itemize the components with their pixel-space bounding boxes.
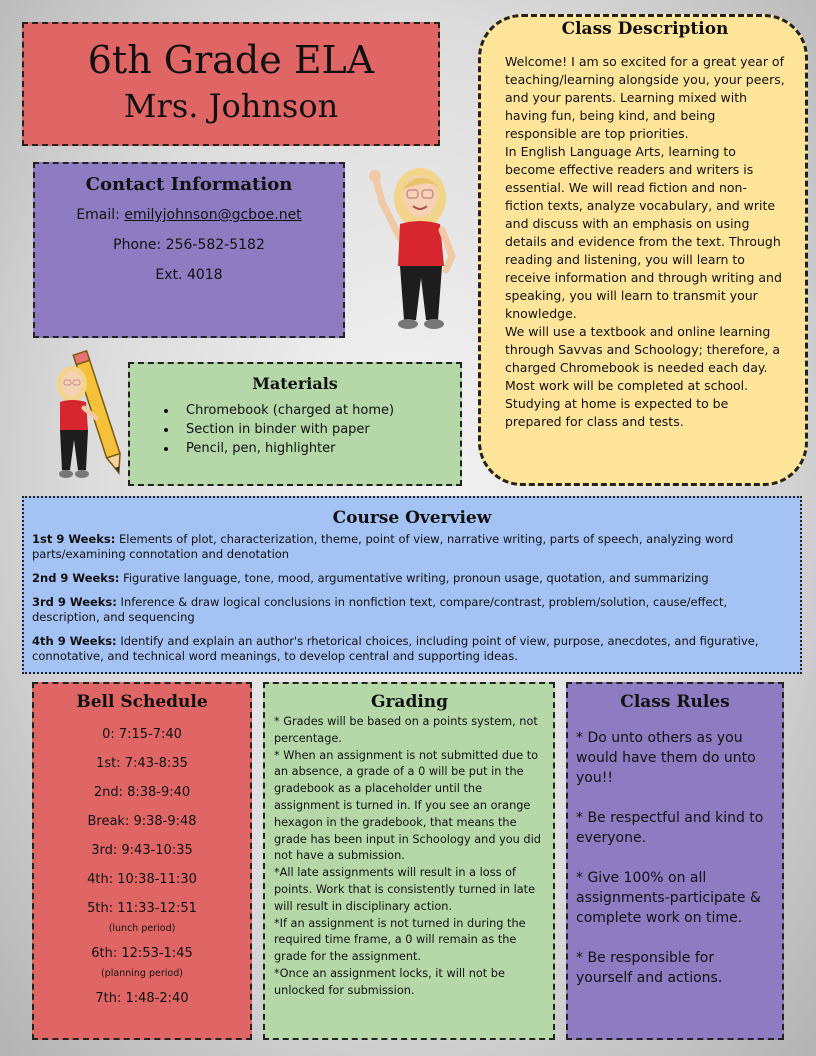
rule-item: * Be responsible for yourself and actions. (576, 950, 723, 986)
materials-box (128, 362, 462, 486)
phone-row: Phone: 256-582-5182 (113, 237, 265, 253)
row-text: Identify and explain an author's rhetorical choices, including point of view, purpose, anecdotes, and figurative, connotative, and technical word meanings, to develop central and supporting ideas. (32, 634, 759, 663)
email-label: Email: (76, 207, 120, 223)
overview-row-3 (32, 595, 792, 625)
row-label: 3rd 9 Weeks: (32, 595, 117, 609)
row-label: 1st 9 Weeks: (32, 532, 116, 546)
bell-slot: 4th: 10:38-11:30 (87, 872, 197, 887)
list-item: • Pencil, pen, highlighter (178, 439, 460, 458)
row-label: 2nd 9 Weeks: (32, 571, 120, 585)
title-box (22, 22, 440, 146)
class-rules-heading: Class Rules (620, 692, 730, 712)
teacher-with-pencil-illustration (50, 348, 130, 482)
bell-slot: 2nd: 8:38-9:40 (93, 785, 191, 800)
teacher-waving-illustration (362, 160, 472, 340)
course-overview-box (22, 496, 802, 674)
overview-row-4 (32, 634, 792, 664)
course-overview-heading: Course Overview (332, 508, 492, 528)
course-title: 6th Grade ELA (87, 38, 375, 82)
bell-note-lunch: (lunch period) (108, 923, 176, 934)
ext-row: Ext. 4018 (155, 267, 223, 283)
row-text: Elements of plot, characterization, theme, point of view, narrative writing, parts of speech, analyzing word parts/examining connotation and denotation (32, 532, 734, 561)
overview-row-2 (32, 571, 792, 586)
grading-item: * When an assignment is not submitted due to an absence, a grade of a 0 will be put in the gradebook as a placeholder until the assignment is turned in. If you see an orange hexagon in the gradebook, that means the grade has been input in Schoology and you did not have a submission. (274, 748, 541, 863)
email-row (35, 207, 343, 223)
teacher-name: Mrs. Johnson (123, 87, 339, 125)
bell-slot: 7th: 1:48-2:40 (95, 991, 189, 1006)
row-label: 4th 9 Weeks: (32, 634, 117, 648)
grading-item: *All late assignments will result in a loss of points. Work that is consistently turned in late will result in disciplinary action. (274, 866, 536, 913)
description-paragraph-3: We will use a textbook and online learning through Savvas and Schoology; therefore, a charged Chromebook is needed each day. Most work will be completed at school. Studying at home is expected to be prepared for class and tests. (505, 324, 781, 429)
rule-item: * Be respectful and kind to everyone. (576, 810, 764, 846)
class-rules-box (566, 682, 784, 1040)
contact-info-box (33, 162, 345, 338)
overview-row-1 (32, 532, 792, 562)
bell-slot: Break: 9:38-9:48 (87, 814, 197, 829)
bell-slot: 1st: 7:43-8:35 (96, 756, 188, 771)
bell-schedule-heading: Bell Schedule (76, 692, 208, 712)
rule-item: * Do unto others as you would have them do unto you!! (576, 730, 756, 786)
bell-slot: 6th: 12:53-1:45 (91, 946, 193, 961)
row-text: Inference & draw logical conclusions in nonfiction text, compare/contrast, problem/solution, cause/effect, description, and sequencing (32, 595, 728, 624)
grading-item: * Grades will be based on a points system, not percentage. (274, 715, 538, 745)
contact-heading: Contact Information (85, 174, 293, 195)
email-link[interactable]: emilyjohnson@gcboe.net (124, 207, 302, 223)
grading-heading: Grading (370, 692, 449, 712)
list-item: • Chromebook (charged at home) (178, 401, 460, 420)
bell-slot: 3rd: 9:43-10:35 (91, 843, 193, 858)
grading-item: *If an assignment is not turned in during the required time frame, a 0 will remain as the grade for the assignment. (274, 916, 526, 964)
bell-slot: 5th: 11:33-12:51 (87, 901, 197, 916)
bell-note-planning: (planning period) (101, 968, 183, 979)
list-item: • Section in binder with paper (178, 420, 460, 439)
class-description-box (478, 14, 808, 486)
rule-item: * Give 100% on all assignments-participate & complete work on time. (576, 870, 761, 926)
bell-slot: 0: 7:15-7:40 (102, 727, 182, 742)
class-description-heading: Class Description (561, 19, 729, 39)
bell-schedule-box (32, 682, 252, 1040)
description-paragraph-1: Welcome! I am so excited for a great year of teaching/learning alongside you, your peers, and your parents. Learning mixed with having fun, being kind, and being responsible are top priorities. (505, 54, 785, 141)
grading-item: *Once an assignment locks, it will not be unlocked for submission. (274, 966, 505, 997)
materials-list (130, 401, 460, 458)
materials-heading: Materials (252, 374, 338, 393)
row-text: Figurative language, tone, mood, argumentative writing, pronoun usage, quotation, and summarizing (123, 571, 709, 585)
description-paragraph-2: In English Language Arts, learning to become effective readers and writers is essential. We will read fiction and non-fiction texts, analyze vocabulary, and write and discuss with an emphasis on using details and evidence from the text. Through reading and listening, you will learn to receive information and through writing and speaking, you will learn to transmit your knowledge. (505, 144, 782, 321)
grading-box (263, 682, 555, 1040)
